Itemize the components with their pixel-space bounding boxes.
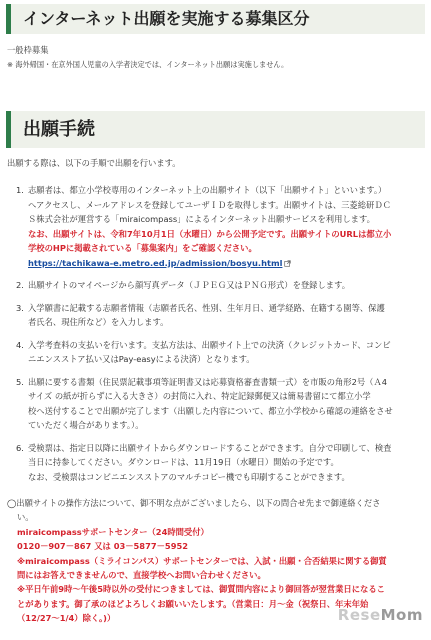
- watermark-logo: ReseMom: [337, 606, 423, 624]
- step-text-line: 入学願書に記載する志願者情報（志願者氏名、性別、生年月日、通学経路、在籍する園等、保護: [28, 302, 385, 313]
- step-text-line: なお、受検票はコンビニエンスストアのマルチコピー機でも印刷することができます。: [28, 471, 350, 482]
- category-note: ※ 海外帰国・在京外国人児童の入学者決定では、インターネット出願は実施しません。: [7, 60, 289, 69]
- step-text-line: ニエンスストア払い又はPay-easyによる決済）となります。: [28, 354, 255, 364]
- step-item: [16, 375, 421, 433]
- support-center-name: miraicompassサポートセンター（24時間受付）: [17, 526, 209, 537]
- step-notice-line: 学校のHPに掲載されている「募集案内」をご確認ください。: [28, 243, 257, 253]
- step-text-line: サイズ の紙が折らずに入る大きさ）の封筒に入れ、特定記録郵便又は簡易書留にて都立小学: [28, 391, 371, 401]
- step-text-line: 志願者は、都立小学校専用のインターネット上の出願サイト（以下「出願サイト」といいます。）: [28, 185, 387, 195]
- category-label: 一般枠募集: [7, 45, 49, 55]
- section-title: インターネット出願を実施する募集区分: [23, 9, 310, 28]
- step-text-line: 校へ送付することで出願が完了します（出願した内容について、都立小学校から確認の連絡をさせ: [28, 405, 393, 416]
- support-notice-line: とがあります。御了承のほどよろしくお願いいたします。（営業日：月〜金（祝祭日、年末年始: [17, 598, 369, 609]
- procedure-steps: [16, 183, 421, 484]
- support-intro-line: い。: [17, 512, 34, 523]
- step-text-line: 当日に持参してください。ダウンロードは、11月19日（水曜日）開始の予定です。: [28, 457, 339, 467]
- step-text-line: Ｓ株式会社が運営する「miraicompass」によるインターネット出願サービスを利用します。: [28, 214, 375, 224]
- step-text-line: 者氏名、現住所など）を入力します。: [28, 317, 169, 327]
- step-text-line: ていただく場合があります。）。: [28, 420, 144, 430]
- step-number: 2.: [16, 280, 24, 290]
- step-text-line: 出願に要する書類（住民票記載事項等証明書又は応募資格審査書類一式）を市販の角形2号（Ａ4: [28, 376, 388, 387]
- step-item: [16, 183, 421, 270]
- step-notice-line: なお、出願サイトは、令和7年10月1日（水曜日）から公開予定です。出願サイトのURLは都立小: [28, 228, 392, 239]
- support-notice-line: ※miraicompass（ミライコンパス）サポートセンターでは、入試・出願・合否結果に関する御質: [17, 555, 387, 566]
- step-text-line: へアクセスし、メールアドレスを登録してユーザＩＤを取得します。出願サイトは、三菱総研ＤＣ: [28, 199, 391, 210]
- step-number: 3.: [16, 302, 24, 313]
- step-number: 1.: [16, 185, 24, 195]
- support-notice-line: 問にはお答えできませんので、直接学校へお問い合わせください。: [17, 570, 266, 581]
- step-number: 6.: [16, 442, 24, 453]
- step-number: 4.: [16, 339, 24, 350]
- step-number: 5.: [16, 376, 24, 387]
- support-notice-line: ※平日午前9時〜午後5時以外の受付につきましては、御質問内容により御回答が翌営業日になるこ: [17, 584, 385, 595]
- step-item: [16, 338, 421, 367]
- step-text-line: 入学考査料の支払いを行います。支払方法は、出願サイト上での決済（クレジットカード、コンビ: [28, 339, 391, 350]
- step-item: [16, 301, 421, 330]
- external-link-icon: [284, 260, 291, 267]
- admission-link-row: [28, 256, 421, 271]
- section-header-procedure: [6, 111, 425, 148]
- support-intro-line: ◯出願サイトの操作方法について、御不明な点がございましたら、以下の問合せ先まで御連絡くださ: [7, 498, 381, 508]
- section-header-recruitment: [6, 4, 425, 34]
- support-notice-line: （12/27〜1/4）除く。)）: [17, 613, 116, 624]
- admission-link[interactable]: https://tachikawa-e.metro.ed.jp/admission/bosyu.html: [28, 257, 283, 268]
- step-item: [16, 278, 421, 293]
- step-item: [16, 441, 421, 485]
- support-phone: 0120－907－867 又は 03－5877－5952: [17, 541, 189, 552]
- step-text-line: 受検票は、指定日以降に出願サイトからダウンロードすることができます。自分で印刷して、検査: [28, 442, 392, 453]
- section-title: 出願手続: [23, 119, 95, 140]
- step-text-line: 出願サイトのマイページから顔写真データ（ＪＰＥＧ又はＰＮＧ形式）を登録します。: [28, 280, 351, 290]
- procedure-intro: 出願する際は、以下の手順で出願を行います。: [7, 158, 181, 168]
